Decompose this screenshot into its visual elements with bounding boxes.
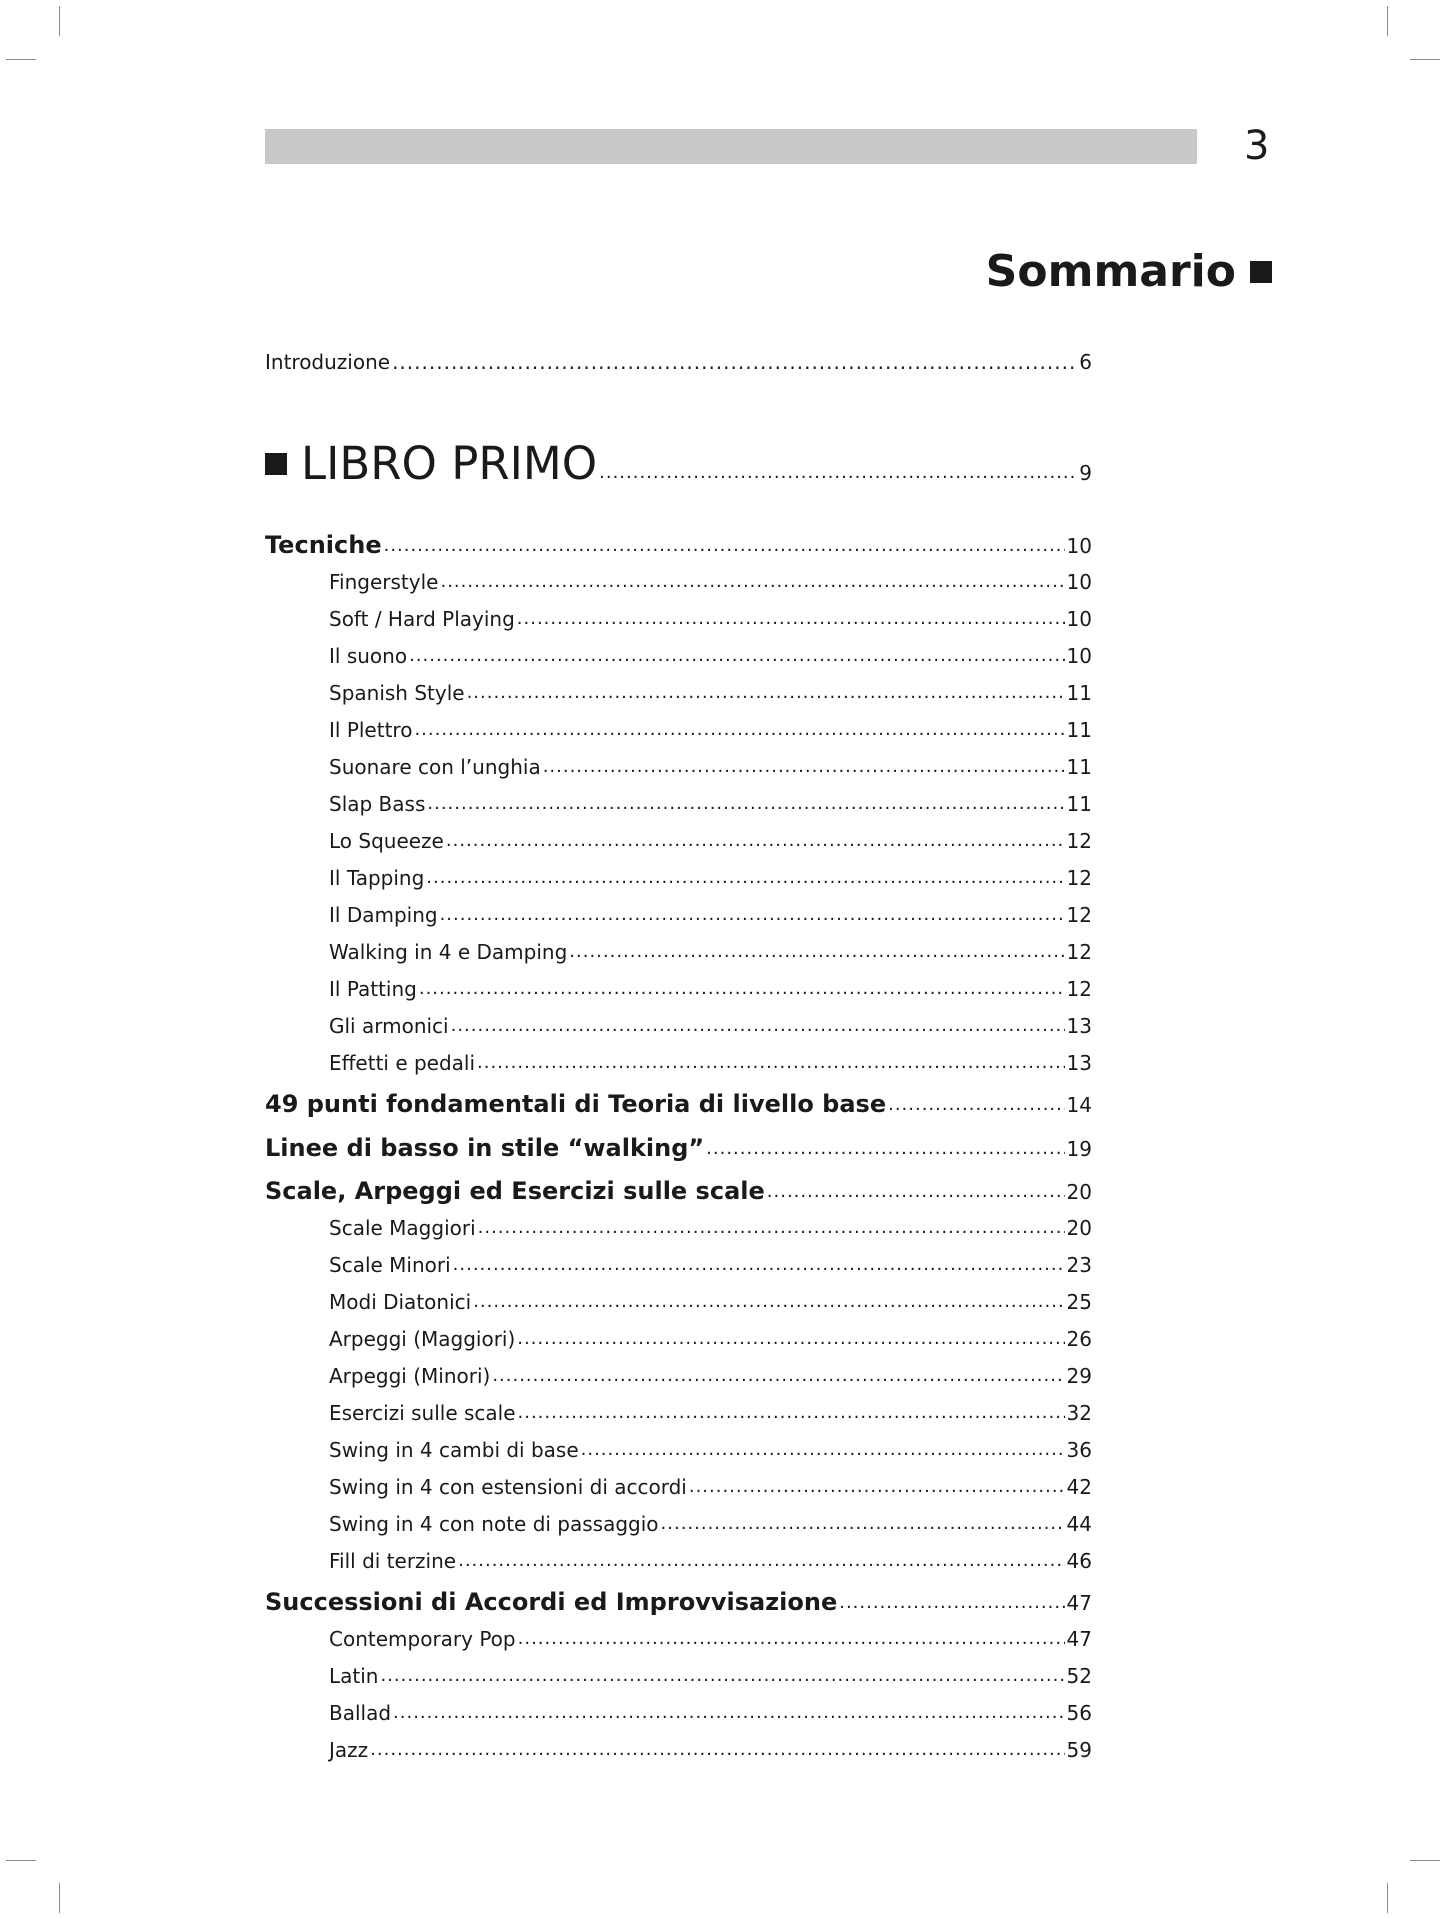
toc-leader-dots: [392, 349, 1077, 375]
toc-subentry[interactable]: [329, 1289, 1092, 1315]
toc-leader-dots: [518, 1400, 1065, 1426]
toc-entry-label: Gli armonici: [329, 1014, 449, 1038]
toc-section-teoria[interactable]: [265, 1089, 1092, 1119]
toc-entry-label: Swing in 4 con note di passaggio: [329, 1512, 659, 1536]
toc-entry-page: 11: [1066, 755, 1092, 779]
toc-subentry[interactable]: [329, 1626, 1092, 1652]
black-square-icon: [1250, 261, 1272, 283]
toc-leader-dots: [767, 1180, 1065, 1204]
toc-book-heading: [265, 436, 597, 492]
toc-leader-dots: [453, 1252, 1065, 1278]
toc-entry-page: 56: [1066, 1701, 1092, 1725]
toc-entry-page: 25: [1066, 1290, 1092, 1314]
toc-subentry[interactable]: [329, 754, 1092, 780]
toc-entry-page: 44: [1066, 1512, 1092, 1536]
toc-leader-dots: [839, 1591, 1064, 1615]
toc-entry-label: Il Damping: [329, 903, 438, 927]
toc-entry-label: 49 punti fondamentali di Teoria di livello base: [265, 1090, 887, 1118]
toc-leader-dots: [467, 680, 1065, 706]
toc-entry-label: Swing in 4 cambi di base: [329, 1438, 579, 1462]
toc-entry-label: Scale Maggiori: [329, 1216, 476, 1240]
toc-subentry[interactable]: [329, 976, 1092, 1002]
toc-entry-page: 12: [1066, 903, 1092, 927]
toc-subentry[interactable]: [329, 1511, 1092, 1537]
toc-leader-dots: [543, 754, 1065, 780]
crop-mark: [6, 59, 36, 60]
toc-entry-page: 19: [1066, 1137, 1092, 1161]
toc-entry-page: 14: [1066, 1093, 1092, 1117]
toc-leader-dots: [473, 1289, 1064, 1315]
toc-leader-dots: [370, 1737, 1064, 1763]
toc-entry-label: Linee di basso in stile “walking”: [265, 1134, 705, 1162]
toc-entry-page: 42: [1066, 1475, 1092, 1499]
toc-entry-label: Successioni di Accordi ed Improvvisazione: [265, 1588, 838, 1616]
toc-entry-page: 36: [1066, 1438, 1092, 1462]
toc-entry-page: 20: [1066, 1216, 1092, 1240]
toc-entry-label: Il Tapping: [329, 866, 425, 890]
toc-entry-page: 47: [1066, 1591, 1092, 1615]
toc-leader-dots: [581, 1437, 1065, 1463]
toc-entry-label: Contemporary Pop: [329, 1627, 516, 1651]
toc-entry-page: 10: [1066, 644, 1092, 668]
toc-entry-label: Introduzione: [265, 350, 391, 374]
toc-entry-page: 6: [1079, 350, 1092, 374]
toc-entry-label: Fingerstyle: [329, 570, 439, 594]
toc-entry-label: Il suono: [329, 644, 408, 668]
toc-entry-label: Fill di terzine: [329, 1549, 457, 1573]
toc-entry-label: Swing in 4 con estensioni di accordi: [329, 1475, 687, 1499]
toc-leader-dots: [517, 1326, 1064, 1352]
toc-subentry[interactable]: [329, 569, 1092, 595]
toc-entry-label: Ballad: [329, 1701, 392, 1725]
toc-subentry[interactable]: [329, 606, 1092, 632]
toc-entry-page: 52: [1066, 1664, 1092, 1688]
toc-leader-dots: [477, 1050, 1065, 1076]
toc-subentry[interactable]: [329, 1013, 1092, 1039]
crop-mark: [1410, 59, 1440, 60]
toc-subentry[interactable]: [329, 1437, 1092, 1463]
toc-leader-dots: [393, 1700, 1065, 1726]
toc-entry-label: Scale Minori: [329, 1253, 451, 1277]
crop-mark: [59, 1883, 60, 1913]
toc-entry-page: 47: [1066, 1627, 1092, 1651]
toc-entry-label: Slap Bass: [329, 792, 426, 816]
page-number: 3: [1244, 123, 1270, 169]
toc-subentry[interactable]: [329, 1663, 1092, 1689]
toc-leader-dots: [888, 1093, 1064, 1117]
toc-leader-dots: [569, 939, 1064, 965]
toc-entry-label: Walking in 4 e Damping: [329, 940, 568, 964]
toc-leader-dots: [446, 828, 1065, 854]
toc-entry-libro-primo[interactable]: [265, 436, 1092, 492]
crop-mark: [1410, 1860, 1440, 1861]
toc-leader-dots: [517, 606, 1065, 632]
toc-leader-dots: [409, 643, 1064, 669]
toc-entry-label: Latin: [329, 1664, 379, 1688]
toc-section-scale[interactable]: [265, 1176, 1092, 1206]
toc-subentry[interactable]: [329, 1737, 1092, 1763]
toc-entry-label: Esercizi sulle scale: [329, 1401, 516, 1425]
toc-entry-page: 11: [1066, 792, 1092, 816]
page-title: [986, 244, 1272, 300]
toc-entry-label: Soft / Hard Playing: [329, 607, 515, 631]
toc-entry-label: Lo Squeeze: [329, 829, 444, 853]
toc-entry-label: Modi Diatonici: [329, 1290, 472, 1314]
toc-entry-label: Jazz: [329, 1738, 369, 1762]
toc-entry-page: 11: [1066, 681, 1092, 705]
toc-subentry[interactable]: [329, 1050, 1092, 1076]
toc-leader-dots: [478, 1215, 1065, 1241]
toc-subentry[interactable]: [329, 791, 1092, 817]
toc-entry-page: 10: [1066, 534, 1092, 558]
toc-entry-label: Arpeggi (Maggiori): [329, 1327, 516, 1351]
toc-subentry[interactable]: [329, 1548, 1092, 1574]
toc-entry-label: Tecniche: [265, 531, 382, 559]
toc-entry-label: Il Plettro: [329, 718, 413, 742]
toc-subentry[interactable]: [329, 865, 1092, 891]
toc-subentry[interactable]: [329, 1700, 1092, 1726]
toc-entry-page: 12: [1066, 940, 1092, 964]
toc-subentry[interactable]: [329, 1252, 1092, 1278]
toc-entry-page: 59: [1066, 1738, 1092, 1762]
toc-entry-introduzione[interactable]: [265, 349, 1092, 375]
toc-leader-dots: [518, 1626, 1065, 1652]
toc-entry-label: Il Patting: [329, 977, 417, 1001]
toc-subentry[interactable]: [329, 717, 1092, 743]
toc-entry-page: 29: [1066, 1364, 1092, 1388]
toc-section-walking[interactable]: [265, 1133, 1092, 1163]
toc-entry-page: 32: [1066, 1401, 1092, 1425]
toc-leader-dots: [451, 1013, 1065, 1039]
toc-entry-page: 11: [1066, 718, 1092, 742]
toc-subentry[interactable]: [329, 1400, 1092, 1426]
header-bar: [265, 129, 1197, 164]
toc-subentry[interactable]: [329, 939, 1092, 965]
toc-subentry[interactable]: [329, 828, 1092, 854]
toc-subentry[interactable]: [329, 1326, 1092, 1352]
toc-entry-page: 12: [1066, 829, 1092, 853]
toc-entry-page: 23: [1066, 1253, 1092, 1277]
crop-mark: [6, 1860, 36, 1861]
toc-leader-dots: [689, 1474, 1065, 1500]
toc-entry-page: 20: [1066, 1180, 1092, 1204]
toc-leader-dots: [384, 534, 1065, 558]
toc-leader-dots: [380, 1663, 1064, 1689]
toc-subentry[interactable]: [329, 680, 1092, 706]
toc-entry-label: LIBRO PRIMO: [301, 437, 598, 490]
toc-subentry[interactable]: [329, 1363, 1092, 1389]
toc-entry-label: Effetti e pedali: [329, 1051, 476, 1075]
toc-entry-page: 26: [1066, 1327, 1092, 1351]
toc-entry-page: 12: [1066, 977, 1092, 1001]
toc-section-successioni[interactable]: [265, 1587, 1092, 1617]
toc-section-tecniche[interactable]: [265, 530, 1092, 560]
crop-mark: [1387, 1883, 1388, 1913]
toc-leader-dots: [419, 976, 1065, 1002]
toc-subentry[interactable]: [329, 902, 1092, 928]
toc-entry-page: 12: [1066, 866, 1092, 890]
toc-leader-dots: [599, 460, 1077, 486]
toc-entry-page: 9: [1079, 461, 1092, 485]
toc-leader-dots: [458, 1548, 1064, 1574]
toc-leader-dots: [440, 902, 1065, 928]
toc-entry-page: 13: [1066, 1051, 1092, 1075]
toc-leader-dots: [414, 717, 1064, 743]
toc-entry-page: 46: [1066, 1549, 1092, 1573]
toc-leader-dots: [426, 865, 1064, 891]
toc-subentry[interactable]: [329, 1474, 1092, 1500]
toc-entry-page: 10: [1066, 607, 1092, 631]
page-title-text: Sommario: [985, 246, 1236, 297]
toc-subentry[interactable]: [329, 643, 1092, 669]
black-square-icon: [265, 453, 287, 475]
crop-mark: [59, 6, 60, 36]
toc-leader-dots: [706, 1137, 1064, 1161]
toc-entry-label: Spanish Style: [329, 681, 465, 705]
toc-leader-dots: [492, 1363, 1064, 1389]
toc-leader-dots: [440, 569, 1064, 595]
crop-mark: [1387, 6, 1388, 36]
toc-subentry[interactable]: [329, 1215, 1092, 1241]
toc-entry-label: Suonare con l’unghia: [329, 755, 541, 779]
toc-leader-dots: [427, 791, 1064, 817]
toc-entry-label: Arpeggi (Minori): [329, 1364, 491, 1388]
toc-entry-page: 13: [1066, 1014, 1092, 1038]
toc-entry-label: Scale, Arpeggi ed Esercizi sulle scale: [265, 1177, 765, 1205]
toc-leader-dots: [661, 1511, 1065, 1537]
toc-entry-page: 10: [1066, 570, 1092, 594]
